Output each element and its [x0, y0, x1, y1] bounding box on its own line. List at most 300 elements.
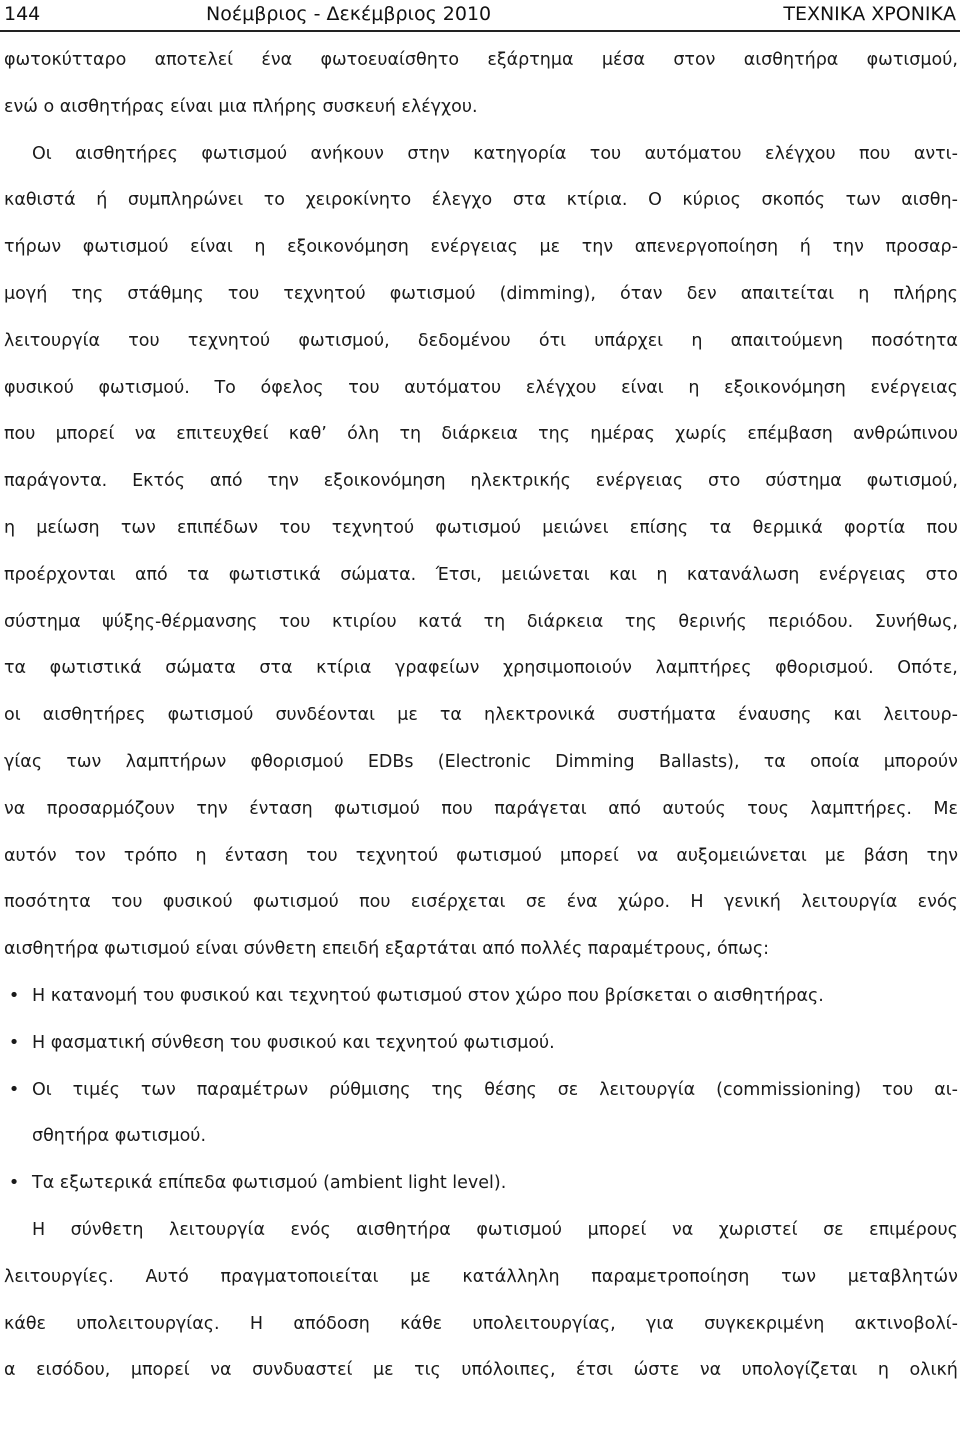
word: την [832, 237, 864, 258]
word: επιμέρους [869, 1219, 958, 1240]
word: και [609, 564, 637, 585]
word: παραμετροποίηση [591, 1266, 750, 1287]
body-text [4, 37, 958, 1394]
word: έλεγχο [431, 190, 493, 211]
page-header [4, 0, 956, 28]
word: ή [96, 190, 108, 211]
word: στην [407, 143, 450, 164]
word: φωτισμού [456, 845, 542, 866]
word: που [926, 517, 958, 538]
bullet-icon: • [8, 1172, 20, 1194]
word: φωτισμού [167, 705, 254, 726]
word: λειτουργία [801, 892, 898, 913]
bullet-text: Η φασματική σύνθεση του φυσικού και τεχνητού φωτισμού. [32, 1032, 555, 1053]
word: στον [673, 50, 716, 70]
word: Η [249, 1313, 264, 1334]
word: μειώνει [542, 517, 609, 538]
word: να [699, 1360, 722, 1381]
word: του [589, 143, 622, 164]
word: εξοικονόμηση [323, 471, 446, 492]
word: αντι- [913, 143, 958, 164]
word: μπορεί [130, 1360, 190, 1381]
word: ή [799, 237, 811, 258]
word: προσαρ- [885, 237, 958, 258]
bullet-icon: • [8, 984, 20, 1006]
word: ένα [566, 892, 598, 913]
word: τις [414, 1360, 441, 1381]
text-line [4, 505, 958, 552]
word: φυσικού [162, 892, 233, 913]
word: να [134, 424, 157, 445]
word: φωτιστικά [228, 564, 321, 585]
word: επέμβαση [747, 424, 833, 445]
word: ελέγχου [765, 143, 836, 164]
word: γραφείων [395, 658, 480, 679]
word: ηλεκτρονικά [484, 705, 596, 726]
word: τον [74, 845, 106, 866]
word: αποτελεί [154, 50, 234, 70]
text-line [4, 645, 958, 692]
word: ρύθμισης [329, 1079, 411, 1100]
word: φθορισμού. [775, 658, 874, 679]
text-line [4, 739, 958, 786]
page-number: 144 [4, 3, 41, 25]
word: σε [525, 892, 547, 913]
word: (Electronic [437, 751, 531, 772]
bullet-icon: • [8, 1031, 20, 1053]
word: συμπληρώνει [127, 190, 244, 211]
word: ηλεκτρικής [470, 471, 571, 492]
text-line: αισθητήρα φωτισμού είναι σύνθετη επειδή εξαρτάται από πολλές παραμέτρους, όπως: [4, 939, 770, 960]
word: α [4, 1360, 16, 1381]
word: θερμικά [752, 517, 823, 538]
word: μεταβλητών [847, 1266, 958, 1287]
word: όλη [347, 424, 380, 445]
word: της [538, 424, 571, 445]
word: του [279, 611, 311, 632]
text-line [4, 692, 958, 739]
word: ενός [917, 892, 958, 913]
word: ενός [290, 1219, 331, 1240]
bullet-item [4, 1067, 958, 1114]
word: της [431, 1079, 464, 1100]
word: απαιτείται [740, 283, 835, 304]
word: Ο [648, 190, 662, 211]
word: Συνήθως, [874, 611, 958, 632]
word: σε [823, 1219, 844, 1240]
text-line [4, 365, 958, 412]
word: σώματα. [340, 564, 417, 585]
word: θέσης [484, 1079, 537, 1100]
word: φωτιστικά [49, 658, 142, 679]
word: διάρκεια [441, 424, 518, 445]
word: τα [439, 705, 462, 726]
text-line [4, 786, 958, 833]
word: που [4, 424, 36, 445]
word: με [410, 1266, 431, 1287]
word: φωτισμού [334, 798, 420, 819]
word: λαμπτήρων [125, 751, 227, 772]
word: φωτισμού, [298, 330, 390, 351]
word: Η [690, 892, 704, 913]
word: φωτισμού [201, 143, 288, 164]
word: επιτευχθεί [176, 424, 269, 445]
word: φωτοευαίσθητο [320, 50, 460, 70]
word: των [140, 1079, 176, 1100]
word: (dimming), [499, 283, 596, 304]
word: Ballasts), [658, 751, 740, 772]
word: Το [214, 377, 236, 398]
word: η [691, 330, 703, 351]
word: λειτουργία [599, 1079, 696, 1100]
word: του [881, 1079, 914, 1100]
bullet-text: Η κατανομή του φυσικού και τεχνητού φωτισμού στον χώρο που βρίσκεται ο αισθητήρας. [32, 985, 824, 1006]
word: υπολειτουργίας. [76, 1313, 220, 1334]
text-line [4, 318, 958, 365]
word: σε [557, 1079, 579, 1100]
word: έτσι [576, 1360, 614, 1381]
word: όταν [620, 283, 663, 304]
word: τεχνητού [355, 845, 439, 866]
word: στα [512, 190, 546, 211]
word: των [120, 517, 156, 538]
word: EDBs [367, 751, 414, 772]
word: κάθε [4, 1313, 47, 1334]
word: την [926, 845, 958, 866]
word: επιπέδων [176, 517, 259, 538]
word: ότι [538, 330, 567, 351]
word: βάση [863, 845, 909, 866]
word: μπορεί [559, 845, 619, 866]
word: τήρων [4, 237, 62, 258]
word: υπάρχει [594, 330, 664, 351]
word: λειτουργία [168, 1219, 265, 1240]
word: φωτοκύτταρο [4, 50, 127, 70]
bullet-item [4, 1160, 958, 1207]
word: φυσικού [4, 377, 74, 398]
word: κτίρια [316, 658, 372, 679]
word: χωριστεί [718, 1219, 798, 1240]
word: η [688, 377, 700, 398]
word: μπορεί [587, 1219, 647, 1240]
word: ημέρας [590, 424, 655, 445]
word: υπόλοιπες, [461, 1360, 556, 1381]
word: όφελος [260, 377, 324, 398]
word: σύστημα [4, 611, 81, 632]
text-line [4, 37, 958, 84]
word: παράγοντα. [4, 471, 108, 492]
text-line [4, 1347, 958, 1394]
word: και [833, 705, 862, 726]
word: η [877, 1360, 889, 1381]
bullet-text: Τα εξωτερικά επίπεδα φωτισμού (ambient light level). [32, 1173, 507, 1194]
word: ποσότητα [871, 330, 958, 351]
word: γενική [723, 892, 781, 913]
word: να [210, 1360, 232, 1381]
word: φωτισμού [389, 283, 476, 304]
word: τρόπο [123, 845, 178, 866]
word: συνδυαστεί [252, 1360, 353, 1381]
word: προσαρμόζουν [46, 798, 175, 819]
word: οποία [810, 751, 860, 772]
word: καθιστά [4, 190, 76, 211]
word: του [306, 845, 338, 866]
word: κτίρια. [566, 190, 628, 211]
word: ακτινοβολί- [854, 1313, 958, 1334]
word: δεδομένου [417, 330, 511, 351]
word: μειώνεται [501, 564, 590, 585]
word: τα [763, 751, 786, 772]
word: χωρίς [675, 424, 728, 445]
word: συστήματα [617, 705, 716, 726]
word: του [128, 330, 160, 351]
word: σύνθετη [70, 1219, 144, 1240]
word: από [209, 471, 243, 492]
word: αισθη- [901, 190, 958, 211]
word: του [279, 517, 311, 538]
word: απαιτούμενη [730, 330, 843, 351]
word: της [624, 611, 657, 632]
text-line [4, 599, 958, 646]
word: με [539, 237, 561, 258]
word: απόδοση [293, 1313, 370, 1334]
word: τα [709, 517, 732, 538]
word: στο [925, 564, 958, 585]
word: ώστε [633, 1360, 680, 1381]
word: κάθε [400, 1313, 443, 1334]
word: των [66, 751, 102, 772]
word: παραμέτρων [196, 1079, 309, 1100]
text-line [4, 131, 958, 178]
word: χώρο. [617, 892, 671, 913]
text-line [4, 224, 958, 271]
word: να [671, 1219, 694, 1240]
word: λειτουρ- [883, 705, 958, 726]
word: την [267, 471, 299, 492]
word: κτιρίου [331, 611, 397, 632]
word: θερινής [678, 611, 747, 632]
word: αυτόν [4, 845, 57, 866]
word: φωτισμού [435, 517, 522, 538]
word: φωτισμού [82, 237, 169, 258]
text-line [4, 177, 958, 224]
word: λαμπτήρες. [810, 798, 912, 819]
word: περιόδου. [768, 611, 854, 632]
word: που [359, 892, 391, 913]
word: εισόδου, [36, 1360, 111, 1381]
word: φωτισμού. [98, 377, 190, 398]
word: μείωση [36, 517, 100, 538]
word: Αυτό [145, 1266, 189, 1287]
word: αισθητήρα [356, 1219, 451, 1240]
word: Η [32, 1219, 46, 1240]
word: αυτόματου [404, 377, 502, 398]
word: αυτούς [662, 798, 726, 819]
word: με [397, 705, 418, 726]
bullet-item [4, 1020, 958, 1067]
word: η [195, 845, 207, 866]
word: η [656, 564, 668, 585]
word: φορτία [843, 517, 906, 538]
word: την [196, 798, 228, 819]
word: κατά [418, 611, 463, 632]
word: ολική [909, 1360, 958, 1381]
word: ένταση [224, 845, 289, 866]
word: τους [747, 798, 789, 819]
word: φωτισμού, [866, 471, 958, 492]
word: τα [187, 564, 210, 585]
word: Έτσι, [435, 564, 482, 585]
word: τα [4, 658, 27, 679]
text-line [4, 271, 958, 318]
word: μογή [4, 283, 48, 304]
text-line [4, 1301, 958, 1348]
word: αι- [934, 1079, 958, 1100]
word: αυξομειώνεται [676, 845, 807, 866]
word: η [4, 517, 16, 538]
word: την [581, 237, 614, 258]
bullet-item [4, 973, 958, 1020]
word: Dimming [555, 751, 635, 772]
word: εισέρχεται [410, 892, 506, 913]
word: κύριος [682, 190, 741, 211]
word: σκοπός [761, 190, 826, 211]
word: προέρχονται [4, 564, 116, 585]
word: το [263, 190, 285, 211]
text-line [4, 411, 958, 458]
word: ένταση [249, 798, 313, 819]
word: του [227, 283, 260, 304]
bullet-icon: • [8, 1078, 20, 1100]
word: αισθητήρες [75, 143, 178, 164]
word: αισθητήρα [743, 50, 839, 70]
word: που [441, 798, 473, 819]
word: αισθητήρες [42, 705, 146, 726]
word: τη [483, 611, 506, 632]
word: εξοικονόμηση [724, 377, 846, 398]
word: μπορεί [55, 424, 115, 445]
word: ψύξης-θέρμανσης [102, 611, 258, 632]
word: διάρκεια [526, 611, 604, 632]
word: να [4, 798, 26, 819]
word: σύστημα [765, 471, 842, 492]
word: ενέργειας [818, 564, 907, 585]
word: λειτουργία [4, 330, 101, 351]
word: της [71, 283, 104, 304]
word: Εκτός [132, 471, 185, 492]
word: λαμπτήρες [655, 658, 752, 679]
word: υπολογίζεται [741, 1360, 858, 1381]
word: παράγεται [494, 798, 587, 819]
word: των [781, 1266, 817, 1287]
word: στο [708, 471, 741, 492]
magazine-title: ΤΕΧΝΙΚΑ ΧΡΟΝΙΚΑ [783, 3, 956, 25]
word: (commissioning) [716, 1079, 862, 1100]
word: είναι [621, 377, 664, 398]
word: φθορισμού [250, 751, 344, 772]
word: τεχνητού [331, 517, 415, 538]
word: συνδέονται [275, 705, 376, 726]
word: τεχνητού [283, 283, 366, 304]
text-line [4, 1207, 958, 1254]
word: εξοικονόμηση [287, 237, 409, 258]
word: μέσα [601, 50, 646, 70]
text-line [4, 833, 958, 880]
word: φωτισμού [253, 892, 339, 913]
word: επίσης [629, 517, 689, 538]
word: ανθρώπινου [853, 424, 958, 445]
word: οι [4, 705, 21, 726]
word: λειτουργίες. [4, 1266, 114, 1287]
word: στα [259, 658, 293, 679]
word: η [858, 283, 870, 304]
word: χρησιμοποιούν [502, 658, 632, 679]
word: για [646, 1313, 674, 1334]
word: ένα [261, 50, 293, 70]
word: με [372, 1360, 394, 1381]
word: πραγματοποιείται [220, 1266, 379, 1287]
text-line [4, 1254, 958, 1301]
word: στάθμης [127, 283, 204, 304]
word: ελέγχου [525, 377, 597, 398]
word: φωτισμού [476, 1219, 563, 1240]
word: δεν [686, 283, 717, 304]
word: κατηγορία [473, 143, 567, 164]
word: τεχνητού [187, 330, 271, 351]
word: που [859, 143, 891, 164]
word: από [608, 798, 641, 819]
word: Οι [32, 1079, 52, 1100]
word: Με [933, 798, 958, 819]
word: από [134, 564, 168, 585]
word: ενέργειας [430, 237, 518, 258]
word: ενέργειας [595, 471, 684, 492]
word: είναι [190, 237, 233, 258]
word: απενεργοποίηση [634, 237, 779, 258]
word: να [636, 845, 659, 866]
word: σώματα [165, 658, 236, 679]
word: του [348, 377, 380, 398]
bullet-continuation: σθητήρα φωτισμού. [32, 1126, 207, 1147]
word: Οπότε, [897, 658, 958, 679]
word: χειροκίνητο [305, 190, 412, 211]
text-line [4, 879, 958, 926]
word: ενέργειας [870, 377, 958, 398]
word: συγκεκριμένη [704, 1313, 825, 1334]
word: έναυσης [738, 705, 812, 726]
text-line [4, 458, 958, 505]
word: γίας [4, 751, 43, 772]
word: τη [399, 424, 422, 445]
word: αυτόματου [644, 143, 742, 164]
word: εξάρτημα [487, 50, 574, 70]
word: ανήκουν [310, 143, 384, 164]
word: των [845, 190, 881, 211]
word: με [824, 845, 846, 866]
word: καθ’ [288, 424, 327, 445]
issue-date: Νοέμβριος - Δεκέμβριος 2010 [206, 3, 492, 25]
word: τιμές [72, 1079, 120, 1100]
word: ποσότητα [4, 892, 91, 913]
word: Οι [32, 143, 52, 164]
word: κατανάλωση [686, 564, 800, 585]
bullet-text [32, 1067, 958, 1114]
word: κατάλληλη [462, 1266, 560, 1287]
word: πλήρης [893, 283, 958, 304]
header-rule [0, 30, 960, 32]
word: υπολειτουργίας, [472, 1313, 616, 1334]
text-line: ενώ ο αισθητήρας είναι μια πλήρης συσκευή ελέγχου. [4, 96, 478, 117]
